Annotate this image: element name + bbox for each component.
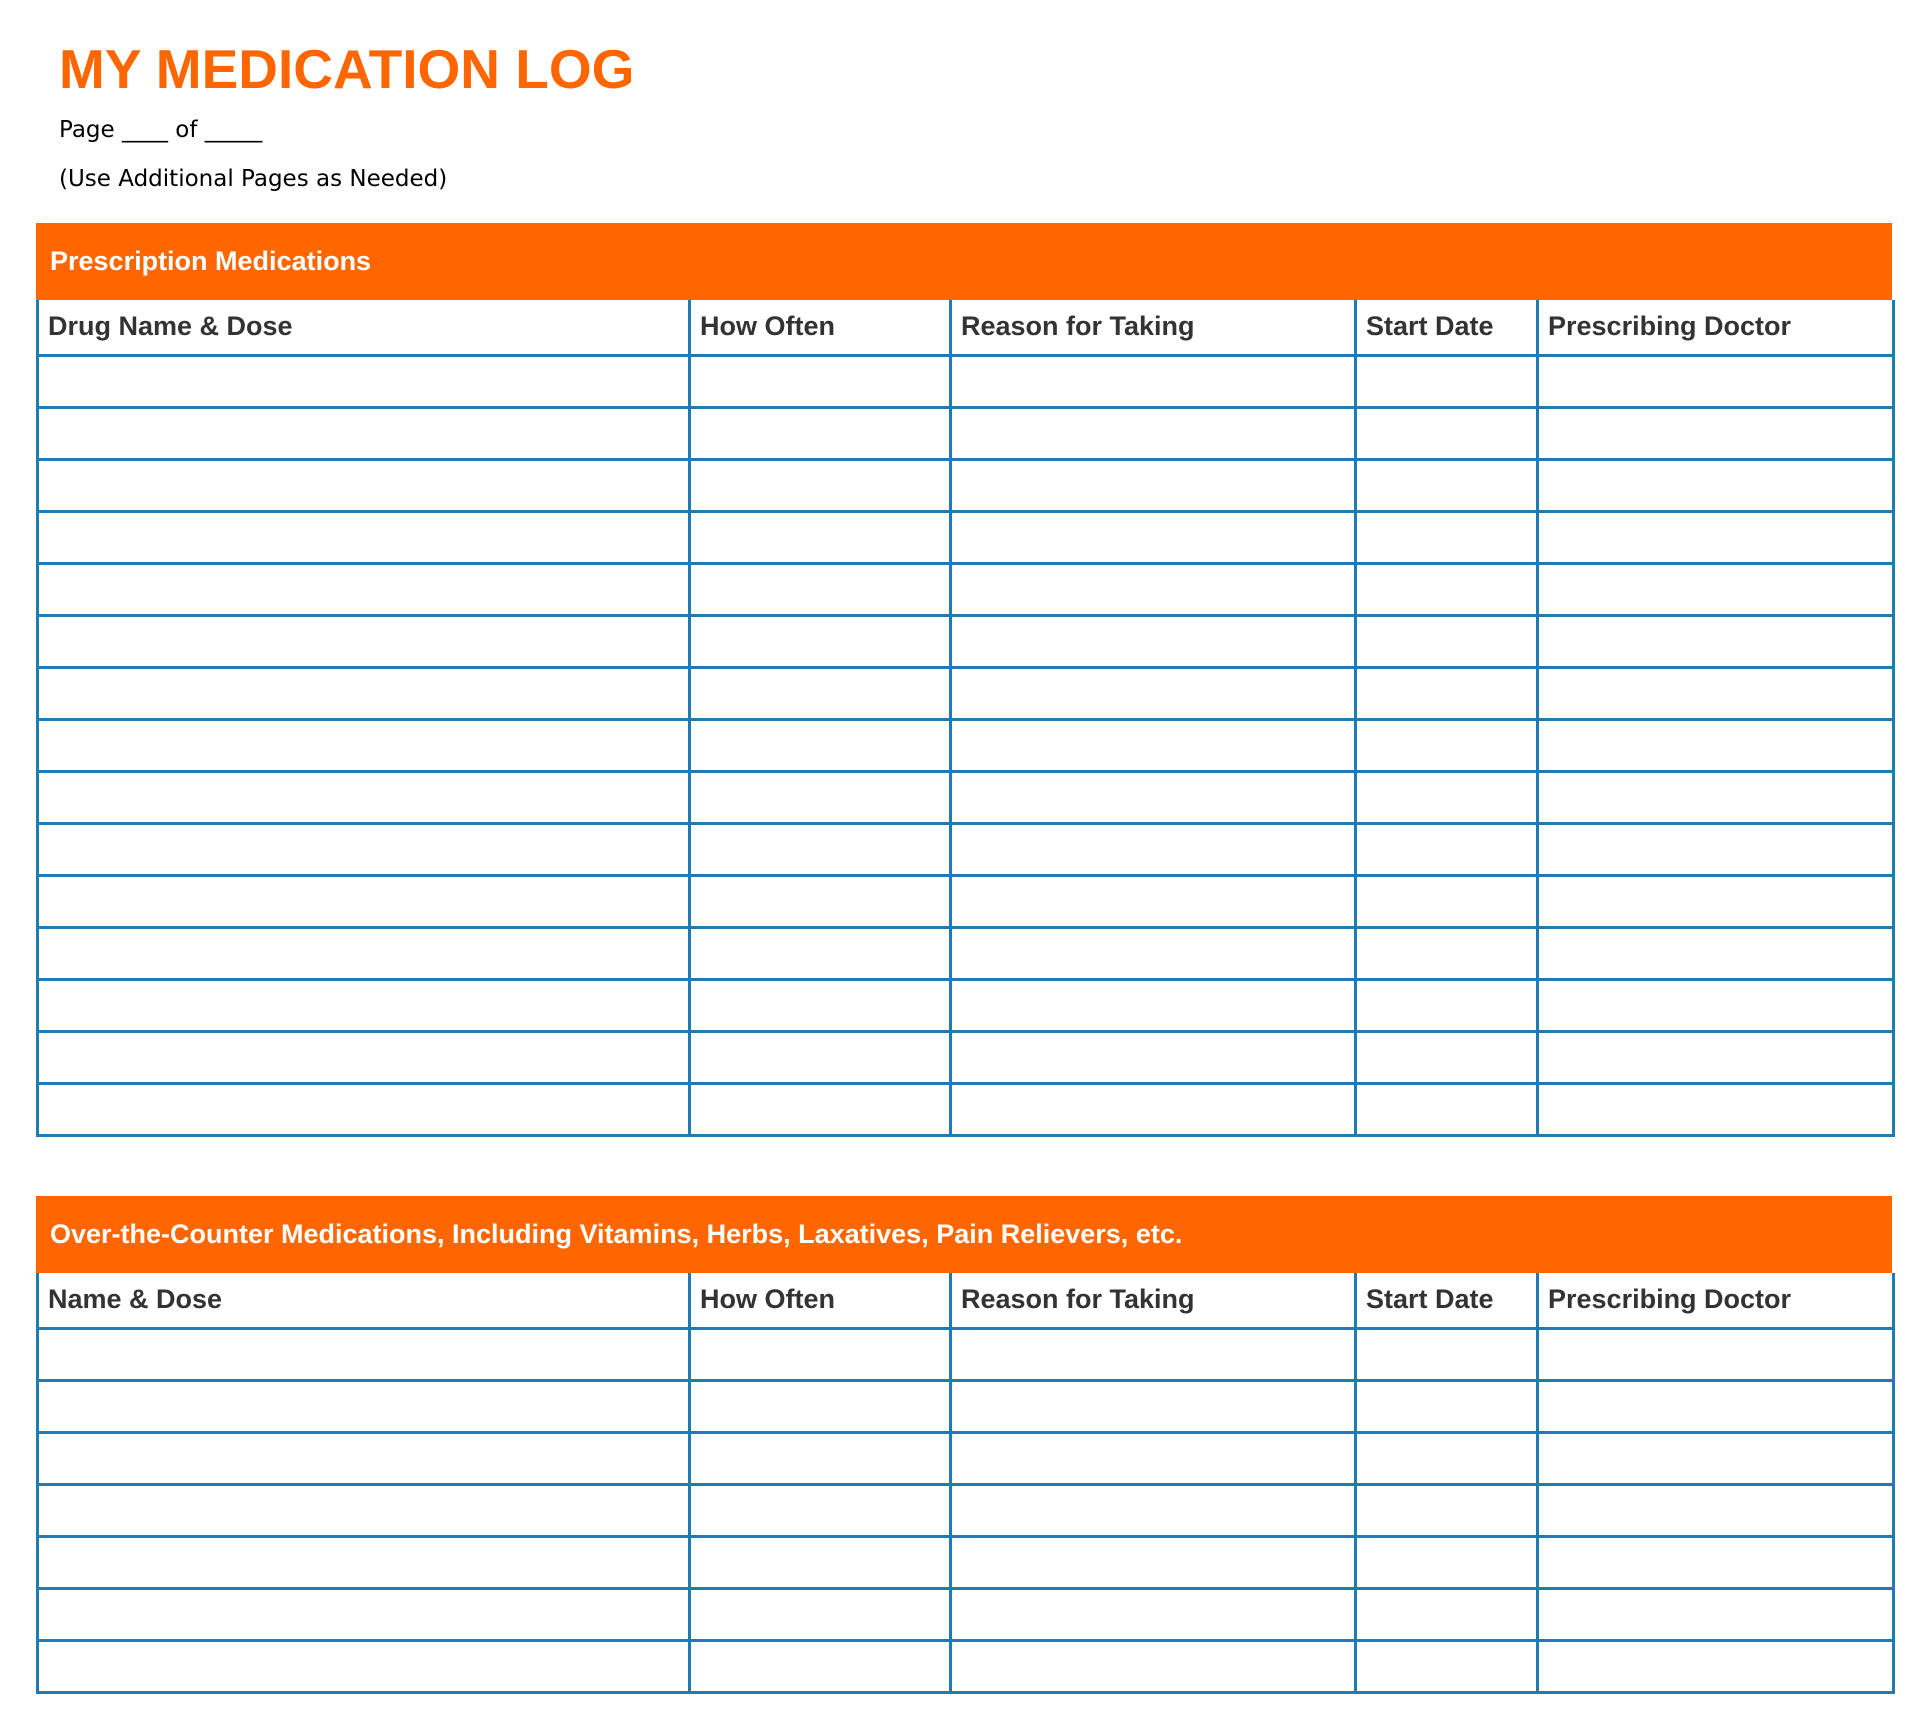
start-date-cell[interactable] [1356,355,1538,407]
doctor-cell[interactable] [1538,407,1894,459]
table-row [38,1031,1894,1083]
how-often-cell[interactable] [690,1380,951,1432]
start-date-cell[interactable] [1356,1380,1538,1432]
doctor-cell[interactable] [1538,615,1894,667]
start-date-cell[interactable] [1356,719,1538,771]
how-often-cell[interactable] [690,1083,951,1135]
column-header-name-dose: Name & Dose [38,1273,690,1328]
how-often-cell[interactable] [690,1536,951,1588]
drug-name-dose-cell[interactable] [38,667,690,719]
drug-name-dose-cell[interactable] [38,1484,690,1536]
drug-name-dose-cell[interactable] [38,771,690,823]
start-date-cell[interactable] [1356,1640,1538,1692]
doctor-cell[interactable] [1538,1536,1894,1588]
how-often-cell[interactable] [690,823,951,875]
drug-name-dose-cell[interactable] [38,1328,690,1380]
table-row [38,1484,1894,1536]
drug-name-dose-cell[interactable] [38,407,690,459]
doctor-cell[interactable] [1538,979,1894,1031]
table-row [38,1640,1894,1692]
drug-name-dose-cell[interactable] [38,979,690,1031]
doctor-cell[interactable] [1538,1640,1894,1692]
doctor-cell[interactable] [1538,719,1894,771]
table-row [38,979,1894,1031]
table-row [38,927,1894,979]
additional-pages-note: (Use Additional Pages as Needed) [59,166,448,192]
reason-cell[interactable] [951,1484,1356,1536]
table-row [38,563,1894,615]
drug-name-dose-cell[interactable] [38,823,690,875]
doctor-cell[interactable] [1538,875,1894,927]
reason-cell[interactable] [951,1640,1356,1692]
column-header-how-often: How Often [690,1273,951,1328]
how-often-cell[interactable] [690,459,951,511]
how-often-cell[interactable] [690,1031,951,1083]
column-header-how-often: How Often [690,300,951,355]
prescription-table [36,300,1895,1137]
table-row [38,615,1894,667]
table-row [38,511,1894,563]
reason-cell[interactable] [951,1536,1356,1588]
table-row [38,1328,1894,1380]
column-header-reason-for-taking: Reason for Taking [951,1273,1356,1328]
start-date-cell[interactable] [1356,511,1538,563]
doctor-cell[interactable] [1538,355,1894,407]
reason-cell[interactable] [951,927,1356,979]
how-often-cell[interactable] [690,1328,951,1380]
table-row [38,719,1894,771]
doctor-cell[interactable] [1538,771,1894,823]
drug-name-dose-cell[interactable] [38,927,690,979]
reason-cell[interactable] [951,459,1356,511]
how-often-cell[interactable] [690,563,951,615]
drug-name-dose-cell[interactable] [38,355,690,407]
doctor-cell[interactable] [1538,1432,1894,1484]
table-row [38,875,1894,927]
drug-name-dose-cell[interactable] [38,1588,690,1640]
start-date-cell[interactable] [1356,1484,1538,1536]
doctor-cell[interactable] [1538,563,1894,615]
reason-cell[interactable] [951,1380,1356,1432]
how-often-cell[interactable] [690,355,951,407]
table-row [38,1083,1894,1135]
reason-cell[interactable] [951,355,1356,407]
prescription-medications-section [36,223,1892,1137]
doctor-cell[interactable] [1538,459,1894,511]
reason-cell[interactable] [951,407,1356,459]
start-date-cell[interactable] [1356,875,1538,927]
how-often-cell[interactable] [690,927,951,979]
reason-cell[interactable] [951,1432,1356,1484]
drug-name-dose-cell[interactable] [38,459,690,511]
reason-cell[interactable] [951,511,1356,563]
table-row [38,459,1894,511]
otc-header-row [38,1273,1894,1328]
table-row [38,1380,1894,1432]
table-row [38,407,1894,459]
doctor-cell[interactable] [1538,1083,1894,1135]
drug-name-dose-cell[interactable] [38,563,690,615]
how-often-cell[interactable] [690,1432,951,1484]
column-header-reason-for-taking: Reason for Taking [951,300,1356,355]
start-date-cell[interactable] [1356,667,1538,719]
start-date-cell[interactable] [1356,1536,1538,1588]
reason-cell[interactable] [951,823,1356,875]
doctor-cell[interactable] [1538,511,1894,563]
how-often-cell[interactable] [690,1484,951,1536]
reason-cell[interactable] [951,1588,1356,1640]
table-row [38,667,1894,719]
drug-name-dose-cell[interactable] [38,875,690,927]
drug-name-dose-cell[interactable] [38,1031,690,1083]
start-date-cell[interactable] [1356,407,1538,459]
doctor-cell[interactable] [1538,1031,1894,1083]
reason-cell[interactable] [951,979,1356,1031]
reason-cell[interactable] [951,615,1356,667]
otc-table-body [38,1328,1894,1692]
how-often-cell[interactable] [690,407,951,459]
prescription-section-header: Prescription Medications [36,223,1892,300]
prescription-header-row [38,300,1894,355]
doctor-cell[interactable] [1538,927,1894,979]
how-often-cell[interactable] [690,511,951,563]
how-often-cell[interactable] [690,771,951,823]
table-row [38,355,1894,407]
drug-name-dose-cell[interactable] [38,1640,690,1692]
table-row [38,823,1894,875]
drug-name-dose-cell[interactable] [38,615,690,667]
start-date-cell[interactable] [1356,1328,1538,1380]
doctor-cell[interactable] [1538,823,1894,875]
table-row [38,771,1894,823]
reason-cell[interactable] [951,771,1356,823]
start-date-cell[interactable] [1356,459,1538,511]
start-date-cell[interactable] [1356,771,1538,823]
start-date-cell[interactable] [1356,615,1538,667]
reason-cell[interactable] [951,1031,1356,1083]
reason-cell[interactable] [951,1328,1356,1380]
reason-cell[interactable] [951,875,1356,927]
column-header-prescribing-doctor: Prescribing Doctor [1538,300,1894,355]
drug-name-dose-cell[interactable] [38,1380,690,1432]
doctor-cell[interactable] [1538,667,1894,719]
reason-cell[interactable] [951,563,1356,615]
otc-section-header: Over-the-Counter Medications, Including Vitamins, Herbs, Laxatives, Pain Relievers, etc. [36,1196,1892,1273]
how-often-cell[interactable] [690,1588,951,1640]
reason-cell[interactable] [951,719,1356,771]
drug-name-dose-cell[interactable] [38,719,690,771]
table-row [38,1432,1894,1484]
start-date-cell[interactable] [1356,1031,1538,1083]
otc-medications-section [36,1196,1892,1694]
page-title: MY MEDICATION LOG [59,38,635,100]
column-header-start-date: Start Date [1356,300,1538,355]
how-often-cell[interactable] [690,979,951,1031]
how-often-cell[interactable] [690,875,951,927]
doctor-cell[interactable] [1538,1328,1894,1380]
how-often-cell[interactable] [690,667,951,719]
column-header-start-date: Start Date [1356,1273,1538,1328]
drug-name-dose-cell[interactable] [38,1083,690,1135]
column-header-drug-name-dose: Drug Name & Dose [38,300,690,355]
start-date-cell[interactable] [1356,1432,1538,1484]
start-date-cell[interactable] [1356,823,1538,875]
start-date-cell[interactable] [1356,563,1538,615]
otc-table [36,1273,1895,1694]
column-header-prescribing-doctor: Prescribing Doctor [1538,1273,1894,1328]
reason-cell[interactable] [951,1083,1356,1135]
start-date-cell[interactable] [1356,979,1538,1031]
doctor-cell[interactable] [1538,1484,1894,1536]
prescription-table-body [38,355,1894,1135]
how-often-cell[interactable] [690,719,951,771]
reason-cell[interactable] [951,667,1356,719]
start-date-cell[interactable] [1356,927,1538,979]
drug-name-dose-cell[interactable] [38,1432,690,1484]
drug-name-dose-cell[interactable] [38,1536,690,1588]
how-often-cell[interactable] [690,615,951,667]
page-number-line: Page ____ of _____ [59,117,263,143]
how-often-cell[interactable] [690,1640,951,1692]
drug-name-dose-cell[interactable] [38,511,690,563]
doctor-cell[interactable] [1538,1588,1894,1640]
start-date-cell[interactable] [1356,1588,1538,1640]
start-date-cell[interactable] [1356,1083,1538,1135]
doctor-cell[interactable] [1538,1380,1894,1432]
table-row [38,1536,1894,1588]
table-row [38,1588,1894,1640]
